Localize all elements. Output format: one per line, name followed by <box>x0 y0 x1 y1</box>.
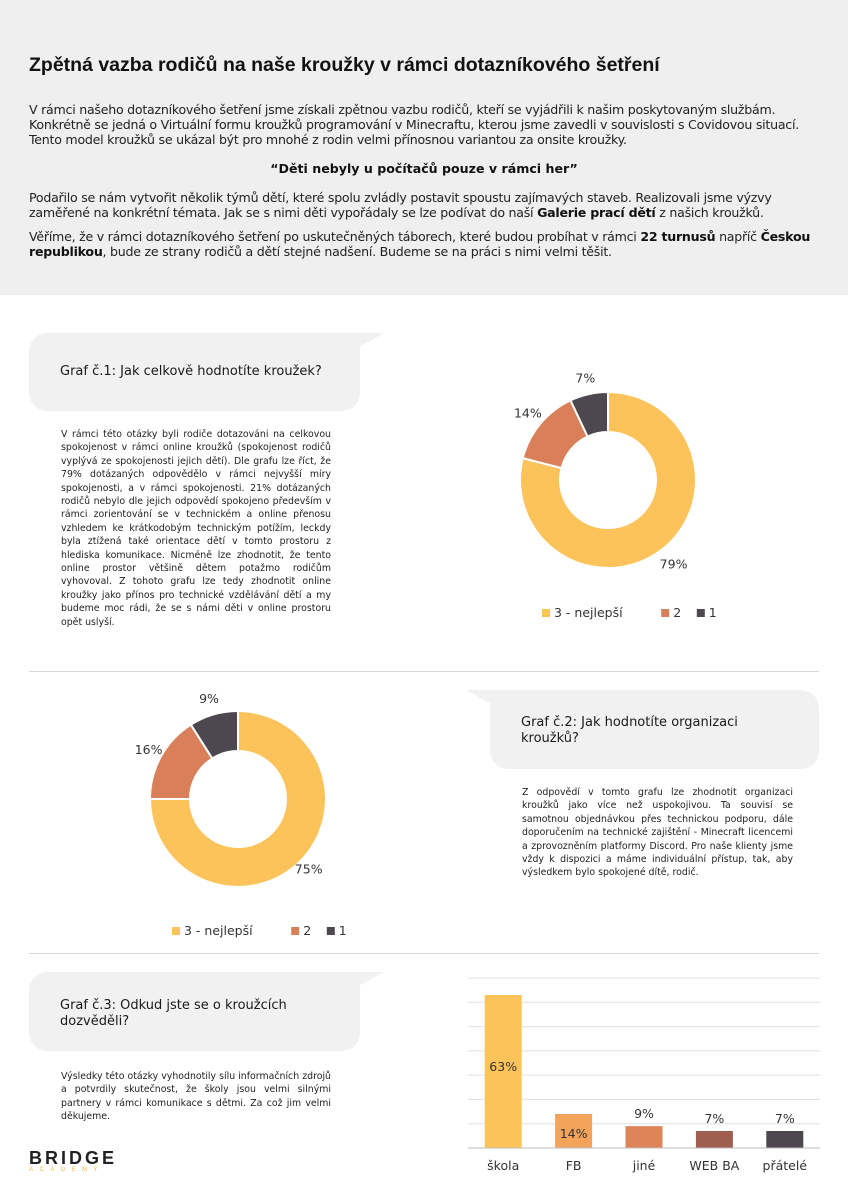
category-label: WEB BA <box>689 1158 740 1173</box>
intro-paragraph: V rámci našeho dotazníkového šetření jsme získali zpětnou vazbu rodičů, kteří se vyjádřili k našim poskytovaným službám. Konkrétně se jedná o Virtuální formu kroužků programování v Minecraftu, kterou jsme zavedli v souvislosti s Covidovou situací. Tento model kroužků se ukázal být pro mnohé z rodin velmi přínosnou variantou za onsite kroužky. <box>29 102 799 147</box>
category-label: FB <box>565 1158 582 1173</box>
legend-swatch <box>327 927 335 935</box>
legend-label: 2 <box>673 605 682 620</box>
data-label: 7% <box>575 370 596 386</box>
data-label: 75% <box>294 861 323 877</box>
divider <box>29 953 819 954</box>
page-title: Zpětná vazba rodičů na naše kroužky v rámci dotazníkového šetření <box>29 54 660 76</box>
bar-value-label: 14% <box>559 1126 588 1141</box>
paragraph-gallery: Podařilo se nám vytvořit několik týmů dětí, které spolu zvládly postavit spoustu zajímavých staveb. Realizovali jsme výzvy zaměřené na konkrétní témata. Jak se s nimi děti vypořádaly se lze podívat do naší Galerie prací dětí z našich kroužků. <box>29 190 772 220</box>
legend-label: 1 <box>338 923 347 938</box>
legend-label: 2 <box>303 923 312 938</box>
section3-title: Graf č.3: Odkud jste se o kroužcích dozvěděli? <box>60 998 287 1029</box>
bar-value-label: 7% <box>704 1111 725 1126</box>
divider <box>29 671 819 672</box>
header-band <box>0 0 848 295</box>
legend-swatch <box>661 609 669 617</box>
gallery-link[interactable]: Galerie prací dětí <box>537 205 656 220</box>
section2-title-bubble <box>490 690 819 769</box>
section1-title-bubble <box>29 333 360 411</box>
legend-swatch <box>542 609 550 617</box>
section3-text: Výsledky této otázky vyhodnotily sílu informačních zdrojů a potvrdily skutečnost, že školy jsou velmi silnými partnery v rámci komunikace s dětmi. Za což jim velmi děkujeme. <box>61 1071 331 1123</box>
section3-title-bubble <box>29 972 360 1051</box>
bar-value-label: 7% <box>774 1111 795 1126</box>
category-label: přátelé <box>762 1158 808 1173</box>
data-label: 9% <box>199 691 219 707</box>
bar <box>766 1131 803 1148</box>
section2-text: Z odpovědí v tomto grafu lze zhodnotit organizaci kroužků jako více než uspokojivou. Ta souvisí se samotnou objednávkou přes technickou podporu, dále doporučením na technické zajištění - Minecraft licencemi a zprovozněním platformy Discord. Pro naše klienty jsme vždy k dispozici a máme individuální přístup, tak, aby výsledkem bylo spokojené dítě, rodič. <box>522 787 793 879</box>
paragraph-camps: Věříme, že v rámci dotazníkového šetření po uskutečněných táborech, které budou probíhat v rámci 22 turnusů napříč Českou republikou, bude ze strany rodičů a dětí stejné nadšení. Budeme se na práci s nimi velmi těšit. <box>29 229 811 259</box>
section2-title: Graf č.2: Jak hodnotíte organizaci kroužků? <box>521 715 738 746</box>
chart-2-donut <box>100 680 400 945</box>
legend-swatch <box>291 927 299 935</box>
legend-label: 3 - nejlepší <box>554 605 623 620</box>
data-label: 79% <box>659 556 688 572</box>
chart-3-bar <box>468 970 823 1180</box>
legend-label: 3 - nejlepší <box>184 923 253 938</box>
quote: “Děti nebyly u počítačů pouze v rámci her” <box>270 161 578 176</box>
data-label: 14% <box>513 405 542 421</box>
legend-swatch <box>172 927 180 935</box>
category-label: jiné <box>632 1158 656 1173</box>
bar <box>696 1131 733 1148</box>
legend-swatch <box>697 609 705 617</box>
bridge-academy-logo: BRIDGE ACADEMY <box>29 1148 118 1173</box>
chart-1-donut <box>470 360 830 635</box>
data-label: 16% <box>134 741 163 757</box>
bar-value-label: 63% <box>489 1059 518 1074</box>
category-label: škola <box>487 1158 520 1173</box>
bar-value-label: 9% <box>634 1106 654 1122</box>
bar <box>626 1126 663 1148</box>
section1-text: V rámci této otázky byli rodiče dotazováni na celkovou spokojenost v rámci online kroužků (spokojenost rodičů vyplývá ze spokojenosti jejich dětí). Dle grafu lze říct, že 79% dotázaných odpovědělo v rámci nejvyšší míry spokojenosti, a v rámci spokojenosti. 21% dotázaných rodičů nebylo dle jejich odpovědí spokojeno především v rámci zorientování se v technickém a online přenosu vzhledem ke krátkodobým technickým potížím, leckdy byla ztížená také orientace dětí v tomto prostoru z hlediska komunikace. Nicméně lze zhodnotit, že tento online prostor většině dětem potažmo rodičům vyhovoval. Z tohoto grafu lze tedy zhodnotit online kroužky jako přínos pro technické vzdělávání dětí a my budeme moc rádi, že se s námi děti v online prostoru opět uslyší. <box>61 429 331 628</box>
section1-title: Graf č.1: Jak celkově hodnotíte kroužek? <box>60 364 322 379</box>
legend-label: 1 <box>708 605 717 620</box>
